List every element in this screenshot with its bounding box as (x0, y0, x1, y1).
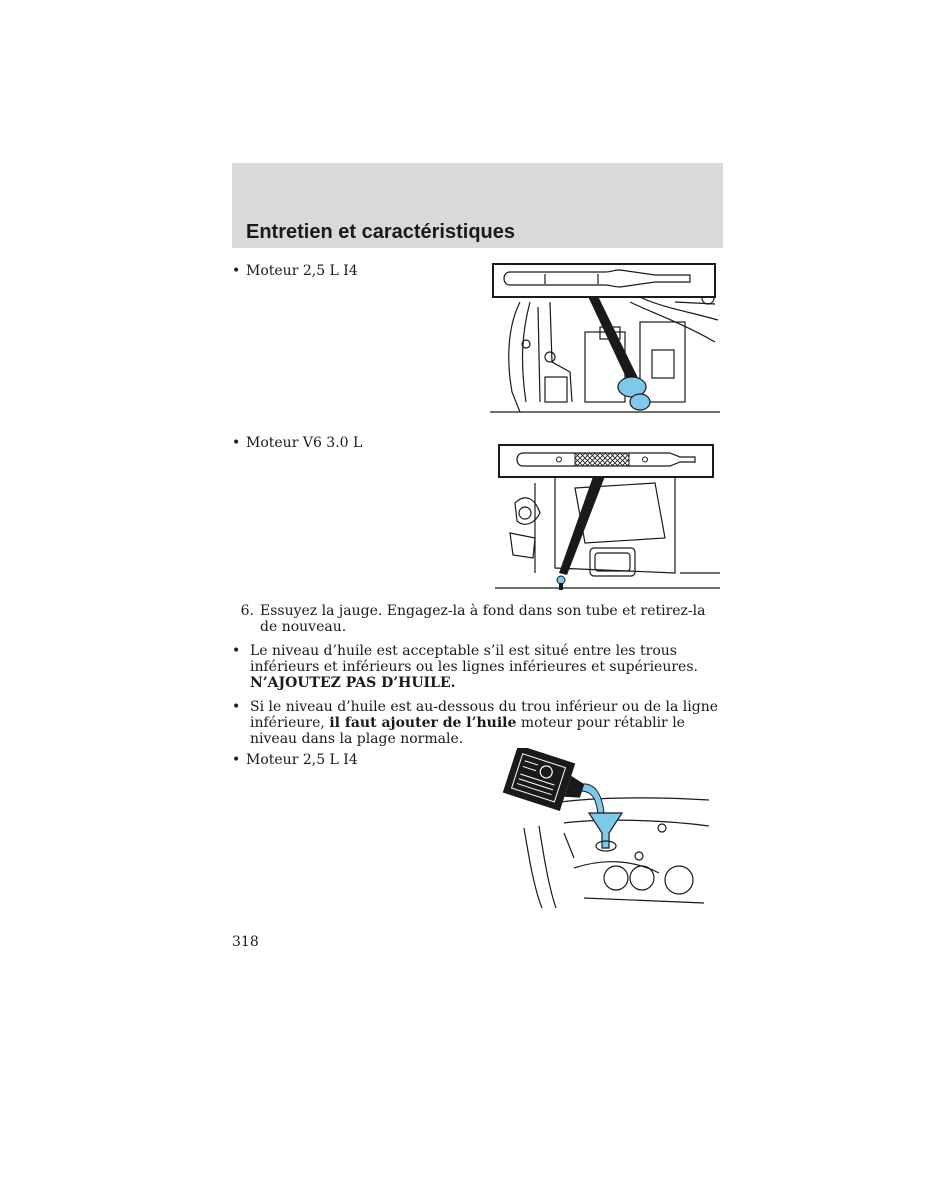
instructions-block (232, 603, 723, 747)
figure-caption-2: • Moteur V6 3.0 L (232, 435, 363, 451)
bullet-oil-level-low: • Si le niveau d’huile est au-dessous du trou inférieur ou de la ligne inférieure, il faut ajouter de l’huile moteur pour rétablir le niveau dans la plage normale. (232, 699, 719, 747)
page-number: 318 (232, 934, 259, 950)
bullet-oil-level-ok: • Le niveau d’huile est acceptable s’il est situé entre les trous inférieurs et inférieurs ou les lignes inférieures et supérieures. N’AJOUTEZ PAS D’HUILE. (232, 643, 698, 691)
figure-caption-3: • Moteur 2,5 L I4 (232, 752, 358, 768)
section-title: Entretien et caractéristiques (246, 221, 515, 243)
dipstick-v6-3.0l-illustration (495, 443, 720, 593)
step-6: 6. Essuyez la jauge. Engagez-la à fond dans son tube et retirez-la de nouveau. (240, 603, 706, 635)
dipstick-2.5l-i4-illustration (490, 262, 720, 417)
figure-caption-1: • Moteur 2,5 L I4 (232, 263, 358, 279)
oil-bottle-funnel-illustration (494, 748, 712, 910)
section-header-band (232, 163, 723, 248)
